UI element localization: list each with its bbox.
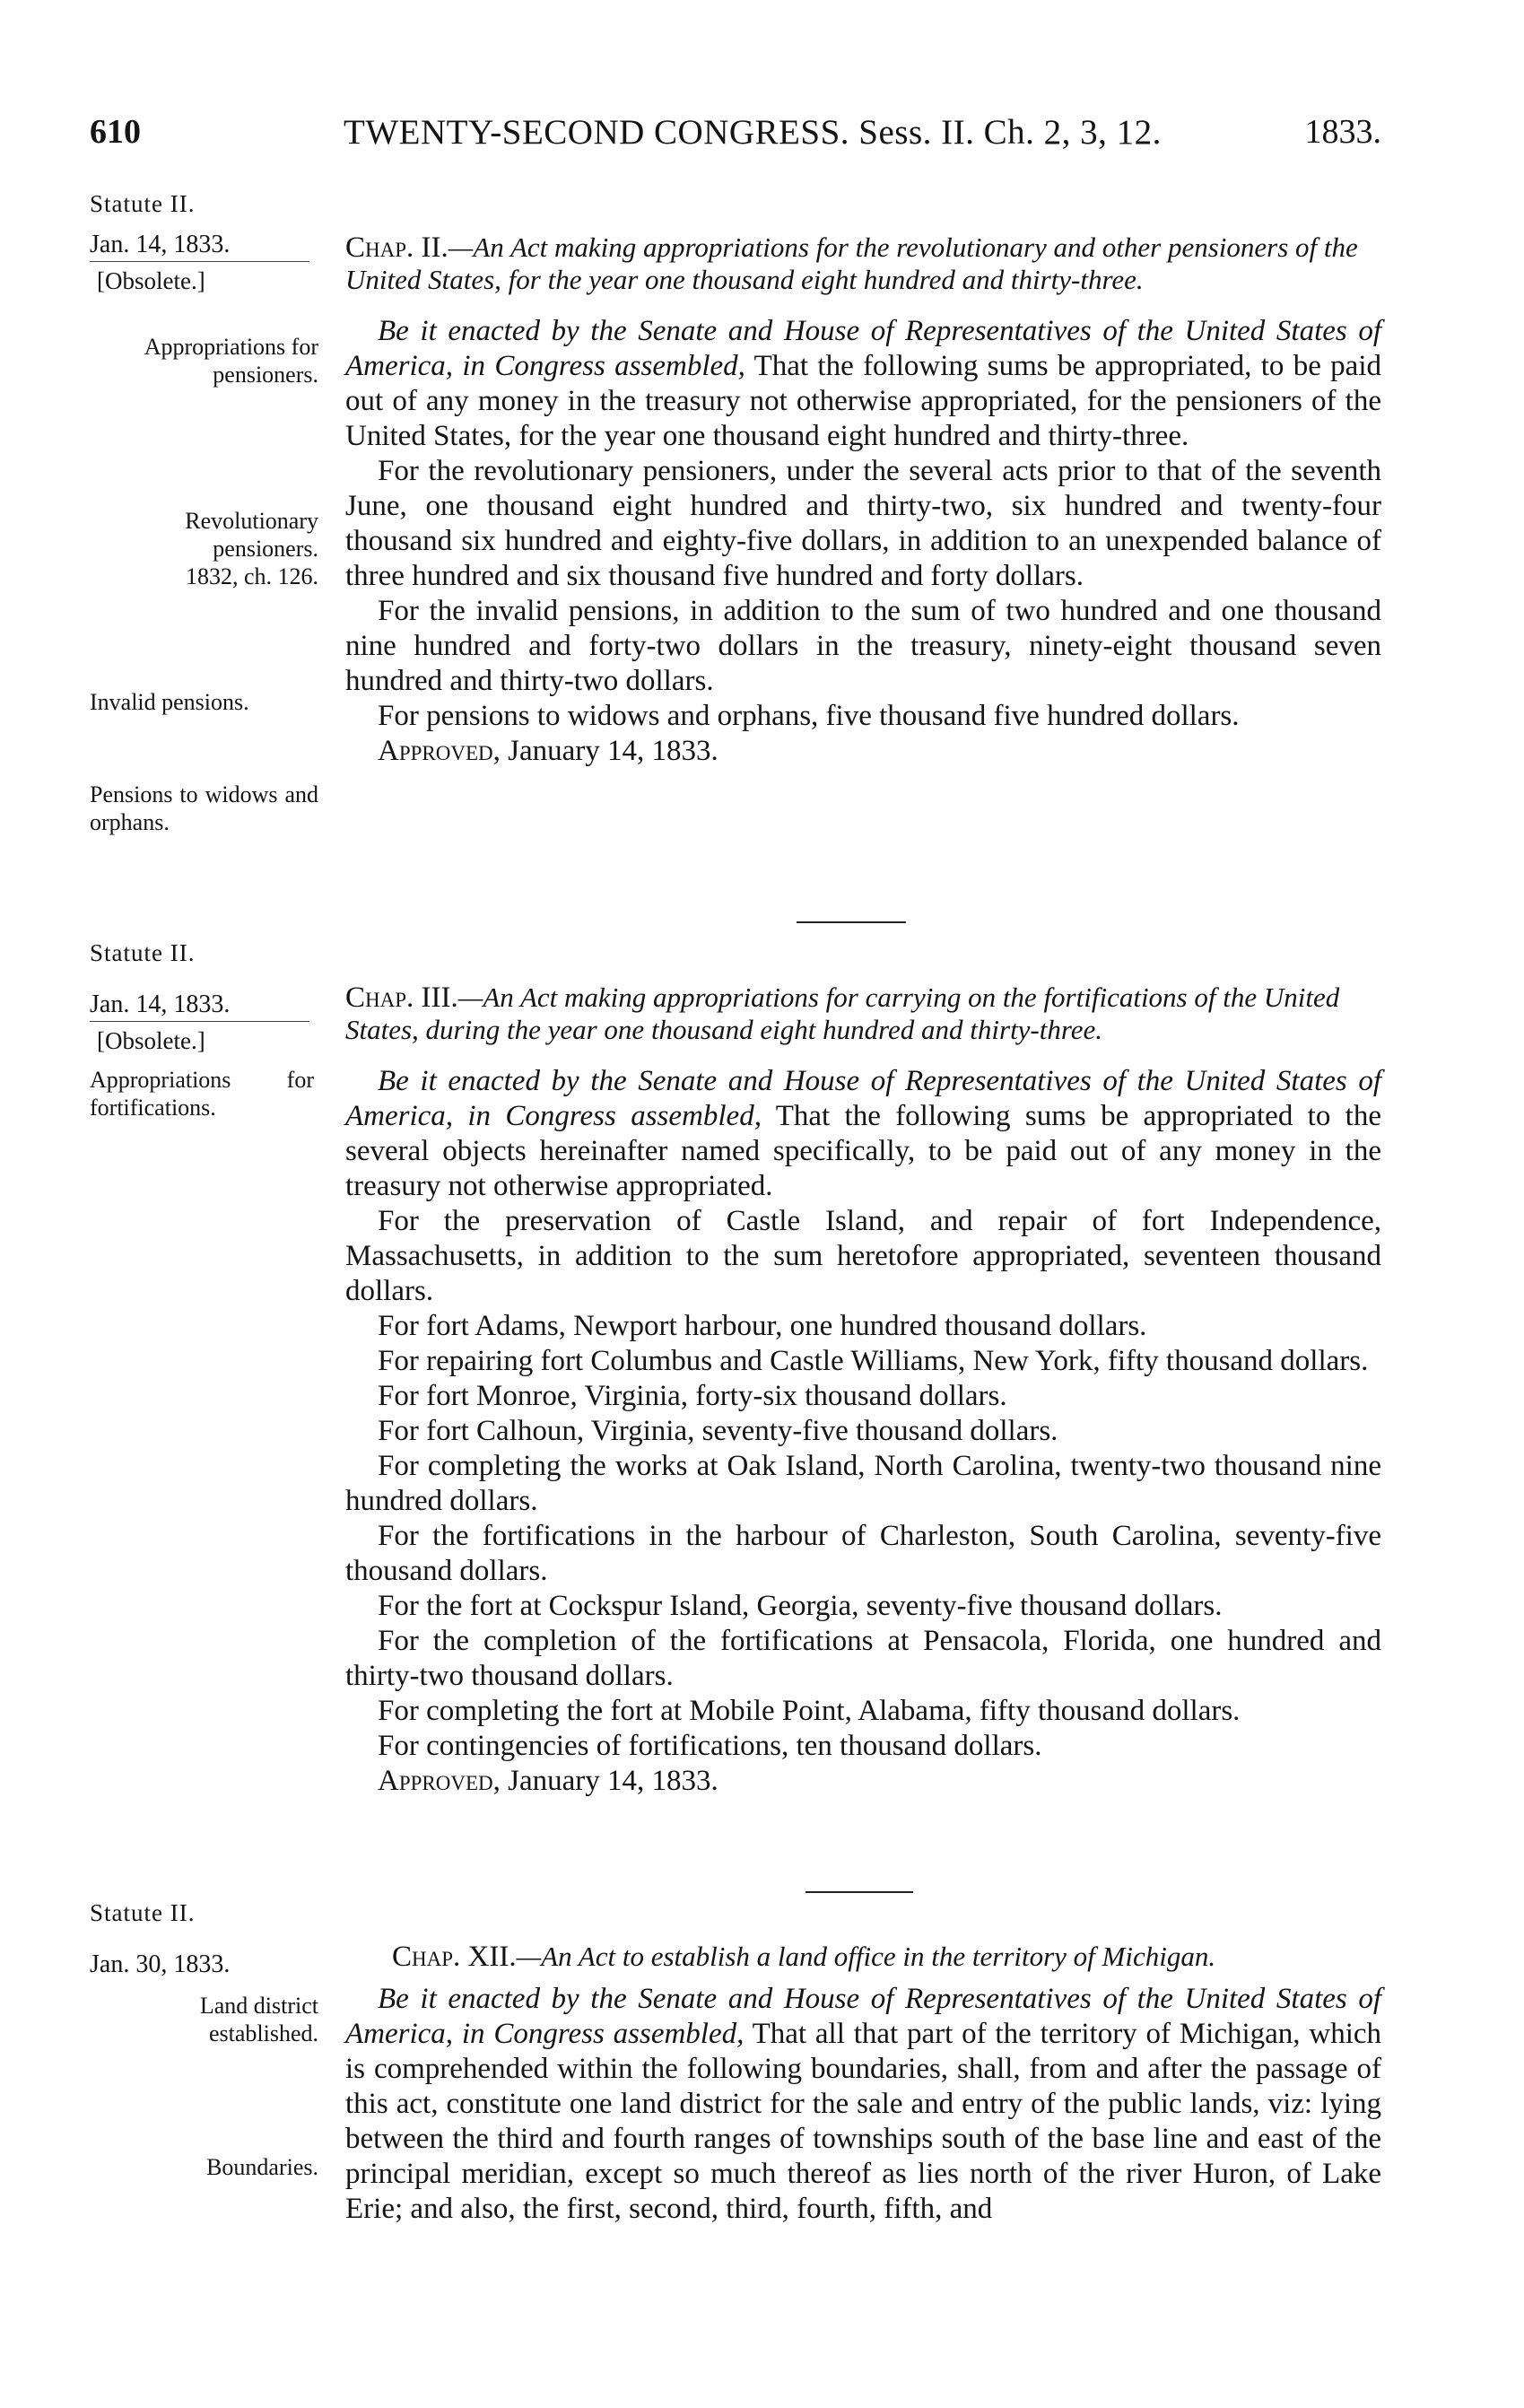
chapter-number: Chap. XII. xyxy=(392,1941,517,1973)
chapter-number: Chap. III. xyxy=(345,982,458,1014)
section-separator xyxy=(797,921,906,923)
running-title: TWENTY-SECOND CONGRESS. Sess. II. Ch. 2, 3, 12. xyxy=(344,113,1162,152)
chapter-3 xyxy=(345,982,1381,1799)
provision-paragraph: For the fortifications in the harbour of Charleston, South Carolina, seventy-five thousand dollars. xyxy=(345,1520,1381,1587)
obsolete-note: [Obsolete.] xyxy=(97,267,205,294)
provision-paragraph: For fort Monroe, Virginia, forty-six thousand dollars. xyxy=(378,1380,1007,1412)
running-year: 1833. xyxy=(1304,113,1381,151)
statute-block-chap-3 xyxy=(90,939,359,1055)
enacting-text: That the following sums be appropriated to the several objects hereinafter named specifically, to be paid out of any money in the treasury not otherwise appropriated. xyxy=(345,1100,1381,1202)
approved-label: Approved, xyxy=(378,1765,501,1797)
date-rule xyxy=(90,261,309,262)
statute-date: Jan. 14, 1833. xyxy=(90,231,231,258)
margin-note-appropriations-fortifications: Appropriations for fortifications. xyxy=(90,1067,314,1121)
enacting-clause xyxy=(345,1982,1381,2227)
provision-paragraph: For completing the works at Oak Island, North Carolina, twenty-two thousand nine hundred dollars. xyxy=(345,1450,1381,1517)
provision-paragraph: For repairing fort Columbus and Castle Williams, New York, fifty thousand dollars. xyxy=(378,1345,1369,1377)
enacting-clause xyxy=(345,1064,1381,1204)
approved-date: January 14, 1833. xyxy=(508,1765,718,1797)
approved-label: Approved, xyxy=(378,735,501,767)
margin-note-land-district: Land district established. xyxy=(199,1993,318,2046)
page-number: 610 xyxy=(90,113,141,151)
provision-paragraph: For completing the fort at Mobile Point, Alabama, fifty thousand dollars. xyxy=(378,1695,1241,1727)
enacting-text: That the following sums be appropriated, to be paid out of any money in the treasury not otherwise appropriated, for the pensioners of the United States, for the year one thousand eight hundred and thirty-three. xyxy=(345,350,1381,452)
statute-label: Statute II. xyxy=(90,1899,196,1926)
provision-paragraph: For the completion of the fortifications at Pensacola, Florida, one hundred and thirty-two thousand dollars. xyxy=(345,1625,1381,1692)
provision-paragraph: For the invalid pensions, in addition to the sum of two hundred and one thousand nine hundred and forty-two dollars in the treasury, ninety-eight thousand seven hundred and thirty-two dollars. xyxy=(345,595,1381,697)
margin-note-boundaries: Boundaries. xyxy=(206,2154,318,2180)
statute-block-chap-2 xyxy=(90,190,359,295)
provision-paragraph: For fort Adams, Newport harbour, one hundred thousand dollars. xyxy=(378,1310,1147,1342)
enacting-text: That all that part of the territory of Michigan, which is comprehended within the following boundaries, shall, from and after the passage of this act, constitute one land district for the sale and entry of the public lands, viz: lying between the third and fourth ranges of townships south of the base line and east of the principal meridian, except so much thereof as lies north of the river Huron, of Lake Erie; and also, the first, second, third, fourth, fifth, and xyxy=(345,2018,1382,2225)
enacting-clause xyxy=(345,314,1381,454)
margin-note-invalid-pensions: Invalid pensions. xyxy=(90,689,249,715)
enacting-formula: Be it enacted by the Senate and House of Representatives of the United States of America, in Congress assembled, xyxy=(345,1983,1381,2050)
chapter-caption: —An Act to establish a land office in the territory of Michigan. xyxy=(516,1941,1216,1972)
statute-label: Statute II. xyxy=(90,190,196,217)
statute-label: Statute II. xyxy=(90,939,196,966)
statute-date: Jan. 14, 1833. xyxy=(90,990,231,1018)
provision-paragraph: For the preservation of Castle Island, and repair of fort Independence, Massachusetts, in addition to the sum heretofore appropriated, seventeen thousand dollars. xyxy=(345,1205,1381,1307)
date-rule xyxy=(90,1021,309,1022)
section-separator xyxy=(806,1891,913,1893)
provision-paragraph: For fort Calhoun, Virginia, seventy-five thousand dollars. xyxy=(378,1415,1058,1447)
margin-note-revolutionary-pensioners: Revolutionary pensioners. xyxy=(185,508,318,562)
provision-paragraph: For pensions to widows and orphans, five thousand five hundred dollars. xyxy=(378,700,1240,732)
enacting-formula: Be it enacted by the Senate and House of Representatives of the United States of America, in Congress assembled, xyxy=(345,315,1381,382)
margin-note-act-citation: 1832, ch. 126. xyxy=(185,563,318,589)
provision-paragraph: For contingencies of fortifications, ten thousand dollars. xyxy=(378,1730,1042,1762)
approval-line xyxy=(345,734,1381,769)
chapter-3-title xyxy=(345,982,1381,1046)
provision-paragraph: For the fort at Cockspur Island, Georgia, seventy-five thousand dollars. xyxy=(378,1590,1223,1622)
approved-date: January 14, 1833. xyxy=(508,735,718,767)
statute-block-chap-12 xyxy=(90,1899,359,1979)
obsolete-note: [Obsolete.] xyxy=(97,1027,205,1054)
margin-note-appropriations-pensioners: Appropriations for pensioners. xyxy=(144,334,318,388)
enacting-formula: Be it enacted by the Senate and House of Representatives of the United States of America, in Congress assembled, xyxy=(345,1065,1381,1132)
chapter-2 xyxy=(345,231,1381,769)
approval-line xyxy=(345,1764,1381,1799)
provision-paragraph: For the revolutionary pensioners, under the several acts prior to that of the seventh June, one thousand eight hundred and thirty-two, six hundred and twenty-four thousand six hundred and eighty-five dollars, in addition to an unexpended balance of three hundred and six thousand five hundred and forty dollars. xyxy=(345,455,1381,592)
margin-note-widows-orphans: Pensions to widows and orphans. xyxy=(90,781,318,835)
chapter-caption: —An Act making appropriations for the revolutionary and other pensioners of the United States, for the year one thousand eight hundred and thirty-three. xyxy=(345,231,1358,295)
chapter-12-title xyxy=(345,1941,1381,1973)
chapter-number: Chap. II. xyxy=(345,231,448,264)
statute-date: Jan. 30, 1833. xyxy=(90,1950,231,1978)
running-head xyxy=(90,112,1381,166)
chapter-caption: —An Act making appropriations for carrying on the fortifications of the United States, during the year one thousand eight hundred and thirty-three. xyxy=(345,982,1340,1045)
chapter-2-title xyxy=(345,231,1381,296)
chapter-12 xyxy=(345,1941,1381,2227)
